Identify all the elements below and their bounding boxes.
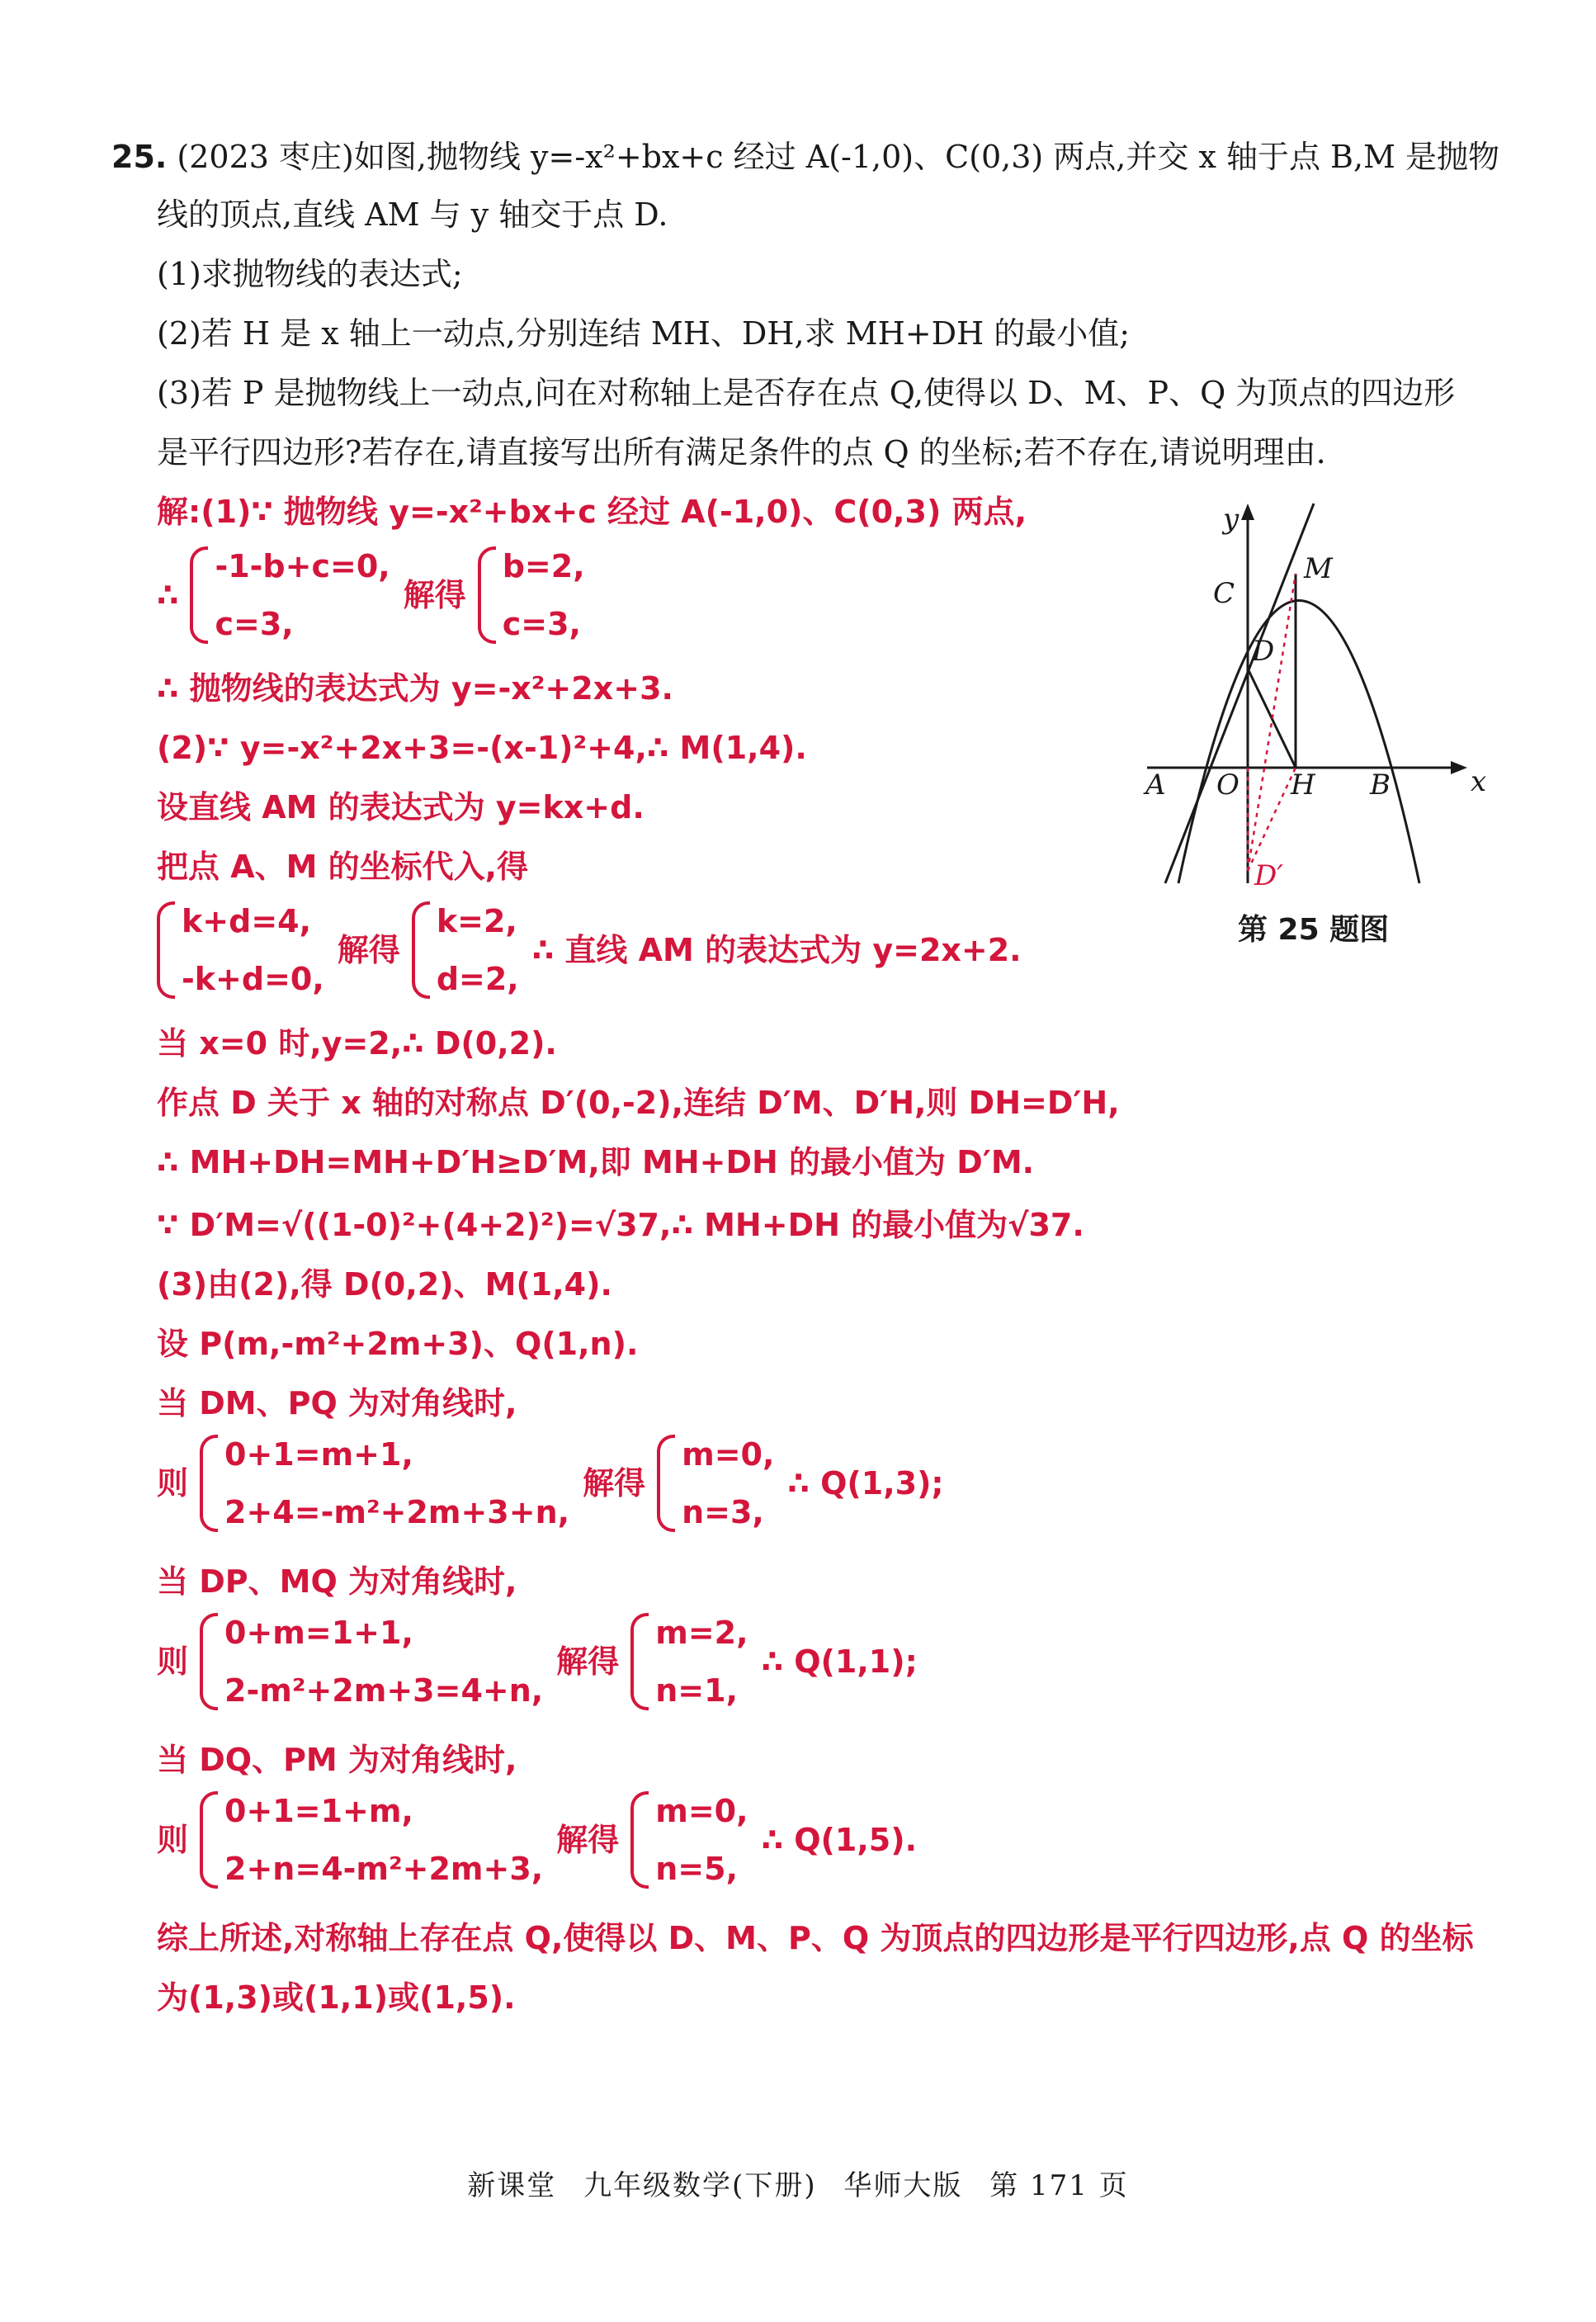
sys5-r2: n=5, (655, 1851, 739, 1887)
sys4-suffix: ∴ Q(1,1); (761, 1643, 918, 1680)
sys1-brace-left (190, 546, 208, 644)
solution-line-2: ∴ 抛物线的表达式为 y=-x²+2x+3. (157, 670, 673, 707)
solution-line-11: 设 P(m,-m²+2m+3)、Q(1,n). (157, 1326, 639, 1362)
sys2-brace-right (412, 901, 430, 999)
solution-line-8: ∴ MH+DH=MH+D′H≥D′M,即 MH+DH 的最小值为 D′M. (157, 1144, 1035, 1180)
sys5-brace-right (630, 1791, 649, 1889)
solution-line-4: 设直线 AM 的表达式为 y=kx+d. (157, 789, 645, 825)
sys5-brace-left (200, 1791, 218, 1889)
label-dprime: D′ (1254, 859, 1283, 892)
problem-part-1: (1)求抛物线的表达式; (157, 256, 463, 292)
label-m: M (1304, 552, 1333, 585)
sys1-eq1: -1-b+c=0, (215, 548, 390, 584)
label-y: y (1223, 503, 1239, 536)
sys4-results (655, 1611, 748, 1712)
solution-line-10: (3)由(2),得 D(0,2)、M(1,4). (157, 1266, 612, 1303)
dashed-dprime-h (1248, 768, 1296, 871)
solution-line-15: 综上所述,对称轴上存在点 Q,使得以 D、M、P、Q 为顶点的四边形是平行四边形,点 Q 的坐标 (157, 1920, 1474, 1956)
figure-25 (1131, 495, 1494, 900)
sys2-eq2: -k+d=0, (182, 961, 324, 997)
solution-line-14: 当 DQ、PM 为对角线时, (157, 1742, 517, 1778)
equation-system-4 (157, 1611, 929, 1712)
sys5-eq1: 0+1=1+m, (224, 1793, 413, 1829)
problem-number: 25. (111, 139, 168, 175)
label-a: A (1145, 768, 1166, 802)
sys5-equations (224, 1790, 543, 1890)
label-c: C (1213, 577, 1235, 610)
sys2-r2: d=2, (436, 961, 519, 997)
problem-part-2: (2)若 H 是 x 轴上一动点,分别连结 MH、DH,求 MH+DH 的最小值; (157, 315, 1131, 352)
dashed-dprime-m (1248, 574, 1296, 871)
sys4-equations (224, 1611, 543, 1712)
sys3-prefix: 则 (157, 1465, 189, 1501)
sys2-brace-left (157, 901, 175, 999)
sys3-results (682, 1433, 774, 1534)
footer-page-number: 第 171 页 (989, 2169, 1129, 2202)
sys3-r2: n=3, (682, 1494, 764, 1530)
equation-system-1 (157, 545, 585, 646)
sys5-r1: m=0, (655, 1793, 748, 1829)
sys5-suffix: ∴ Q(1,5). (761, 1822, 918, 1858)
problem-part-3b: 是平行四边形?若存在,请直接写出所有满足条件的点 Q 的坐标;若不存在,请说明理由. (157, 434, 1326, 471)
page-footer (0, 2163, 1596, 2203)
sys1-r2: c=3, (502, 606, 581, 642)
sys5-connector: 解得 (556, 1822, 620, 1858)
figure-caption: 第 25 题图 (1238, 913, 1390, 947)
sys5-eq2: 2+n=4-m²+2m+3, (224, 1851, 544, 1887)
label-h: H (1291, 768, 1315, 802)
solution-line-13: 当 DP、MQ 为对角线时, (157, 1563, 517, 1600)
equation-system-2 (157, 900, 1033, 1000)
footer-series: 新课堂 (467, 2169, 557, 2202)
footer-book: 九年级数学(下册) (583, 2169, 817, 2202)
sys4-r2: n=1, (655, 1672, 739, 1709)
sys1-r1: b=2, (502, 548, 585, 584)
sys3-equations (224, 1433, 569, 1534)
line-am (1165, 504, 1314, 883)
sys4-eq2: 2-m²+2m+3=4+n, (224, 1672, 544, 1709)
parabola-curve (1178, 601, 1419, 884)
x-axis-arrow-icon (1451, 761, 1467, 774)
label-x: x (1471, 765, 1487, 798)
sys3-r1: m=0, (682, 1436, 775, 1473)
sys5-results (655, 1790, 748, 1890)
problem-line-1 (111, 135, 1499, 178)
problem-part-3a: (3)若 P 是抛物线上一动点,问在对称轴上是否存在点 Q,使得以 D、M、P、Q 为顶点的四边形 (157, 375, 1456, 411)
solution-line-7: 作点 D 关于 x 轴的对称点 D′(0,-2),连结 D′M、D′H,则 DH=D′H, (157, 1085, 1120, 1121)
solution-line-16: 为(1,3)或(1,1)或(1,5). (157, 1979, 516, 2016)
sys2-eq1: k+d=4, (182, 903, 312, 939)
sys3-brace-left (200, 1435, 218, 1532)
sys1-brace-right (478, 546, 496, 644)
footer-edition: 华师大版 (843, 2169, 963, 2202)
sys4-prefix: 则 (157, 1643, 189, 1680)
sys1-equations (215, 545, 390, 646)
sys2-results (437, 900, 519, 1000)
sys2-suffix: ∴ 直线 AM 的表达式为 y=2x+2. (531, 932, 1022, 968)
sys3-eq1: 0+1=m+1, (224, 1436, 413, 1473)
y-axis-arrow-icon (1241, 504, 1254, 520)
sys4-connector: 解得 (556, 1643, 620, 1680)
label-d: D (1252, 635, 1275, 668)
sys2-connector: 解得 (337, 932, 400, 968)
equation-system-5 (157, 1790, 928, 1890)
solution-line-5: 把点 A、M 的坐标代入,得 (157, 849, 529, 885)
sys4-eq1: 0+m=1+1, (224, 1615, 413, 1651)
sys1-prefix: ∴ (157, 577, 179, 613)
solution-line-12: 当 DM、PQ 为对角线时, (157, 1385, 517, 1421)
sys5-prefix: 则 (157, 1822, 189, 1858)
label-b: B (1370, 768, 1391, 802)
equation-system-3 (157, 1433, 956, 1534)
sys1-results (503, 545, 585, 646)
problem-line-2: 线的顶点,直线 AM 与 y 轴交于点 D. (157, 196, 668, 233)
sys1-eq2: c=3, (215, 606, 294, 642)
sys2-equations (182, 900, 324, 1000)
solution-line-1: 解:(1)∵ 抛物线 y=-x²+bx+c 经过 A(-1,0)、C(0,3) 两点, (157, 494, 1027, 530)
solution-line-6: 当 x=0 时,y=2,∴ D(0,2). (157, 1025, 557, 1062)
solution-line-9: ∵ D′M=√((1-0)²+(4+2)²)=√37,∴ MH+DH 的最小值为√37. (157, 1207, 1084, 1243)
sys2-r1: k=2, (436, 903, 517, 939)
sys1-connector: 解得 (403, 577, 466, 613)
sys4-r1: m=2, (655, 1615, 748, 1651)
sys3-suffix: ∴ Q(1,3); (787, 1465, 944, 1501)
sys3-connector: 解得 (583, 1465, 646, 1501)
solution-line-3: (2)∵ y=-x²+2x+3=-(x-1)²+4,∴ M(1,4). (157, 730, 807, 766)
problem-text-1: (2023 枣庄)如图,抛物线 y=-x²+bx+c 经过 A(-1,0)、C(0,3) 两点,并交 x 轴于点 B,M 是抛物 (177, 139, 1500, 175)
sys3-brace-right (657, 1435, 675, 1532)
sys4-brace-left (200, 1613, 218, 1710)
sys3-eq2: 2+4=-m²+2m+3+n, (224, 1494, 570, 1530)
sys4-brace-right (630, 1613, 649, 1710)
label-o: O (1216, 768, 1239, 802)
